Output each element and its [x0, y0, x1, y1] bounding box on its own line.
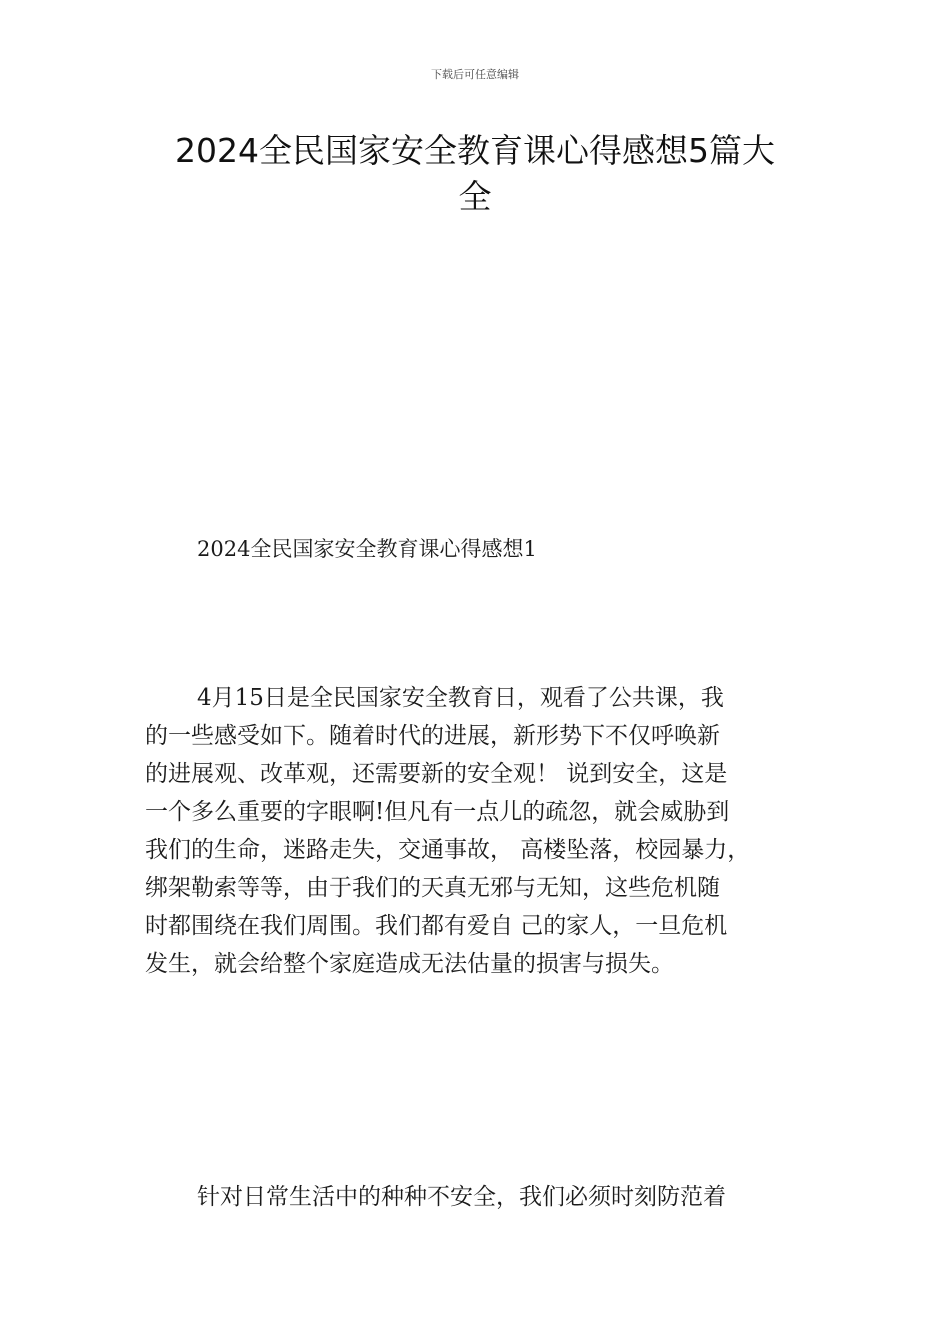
paragraph-line: 绑架勒索等等，由于我们的天真无邪与无知，这些危机随 [145, 875, 720, 901]
paragraph-line: 时都围绕在我们周围。我们都有爱自 己的家人，一旦危机 [145, 913, 728, 939]
paragraph-line: 的一些感受如下。随着时代的进展，新形势下不仅呼唤新 [145, 723, 720, 749]
paragraph-2 [145, 1178, 825, 1216]
document-title-line-1: 2024全民国家安全教育课心得感想5篇大 [175, 131, 775, 170]
paragraph-line: 4月15日是全民国家安全教育日，观看了公共课，我 [197, 685, 724, 711]
paragraph-line: 一个多么重要的字眼啊!但凡有一点儿的疏忽，就会威胁到 [145, 799, 730, 825]
document-title [150, 128, 800, 220]
section-heading: 2024全民国家安全教育课心得感想1 [197, 537, 537, 561]
paragraph-1 [145, 679, 825, 983]
paragraph-line: 的进展观、改革观，还需要新的安全观！ 说到安全，这是 [145, 761, 728, 787]
paragraph-line: 针对日常生活中的种种不安全，我们必须时刻防范着 [197, 1184, 726, 1210]
document-title-line-2: 全 [458, 177, 492, 216]
paragraph-line: 发生，就会给整个家庭造成无法估量的损害与损失。 [145, 951, 674, 977]
header-note: 下载后可任意编辑 [431, 68, 519, 81]
paragraph-line: 我们的生命，迷路走失，交通事故， 高楼坠落，校园暴力， [145, 837, 751, 863]
